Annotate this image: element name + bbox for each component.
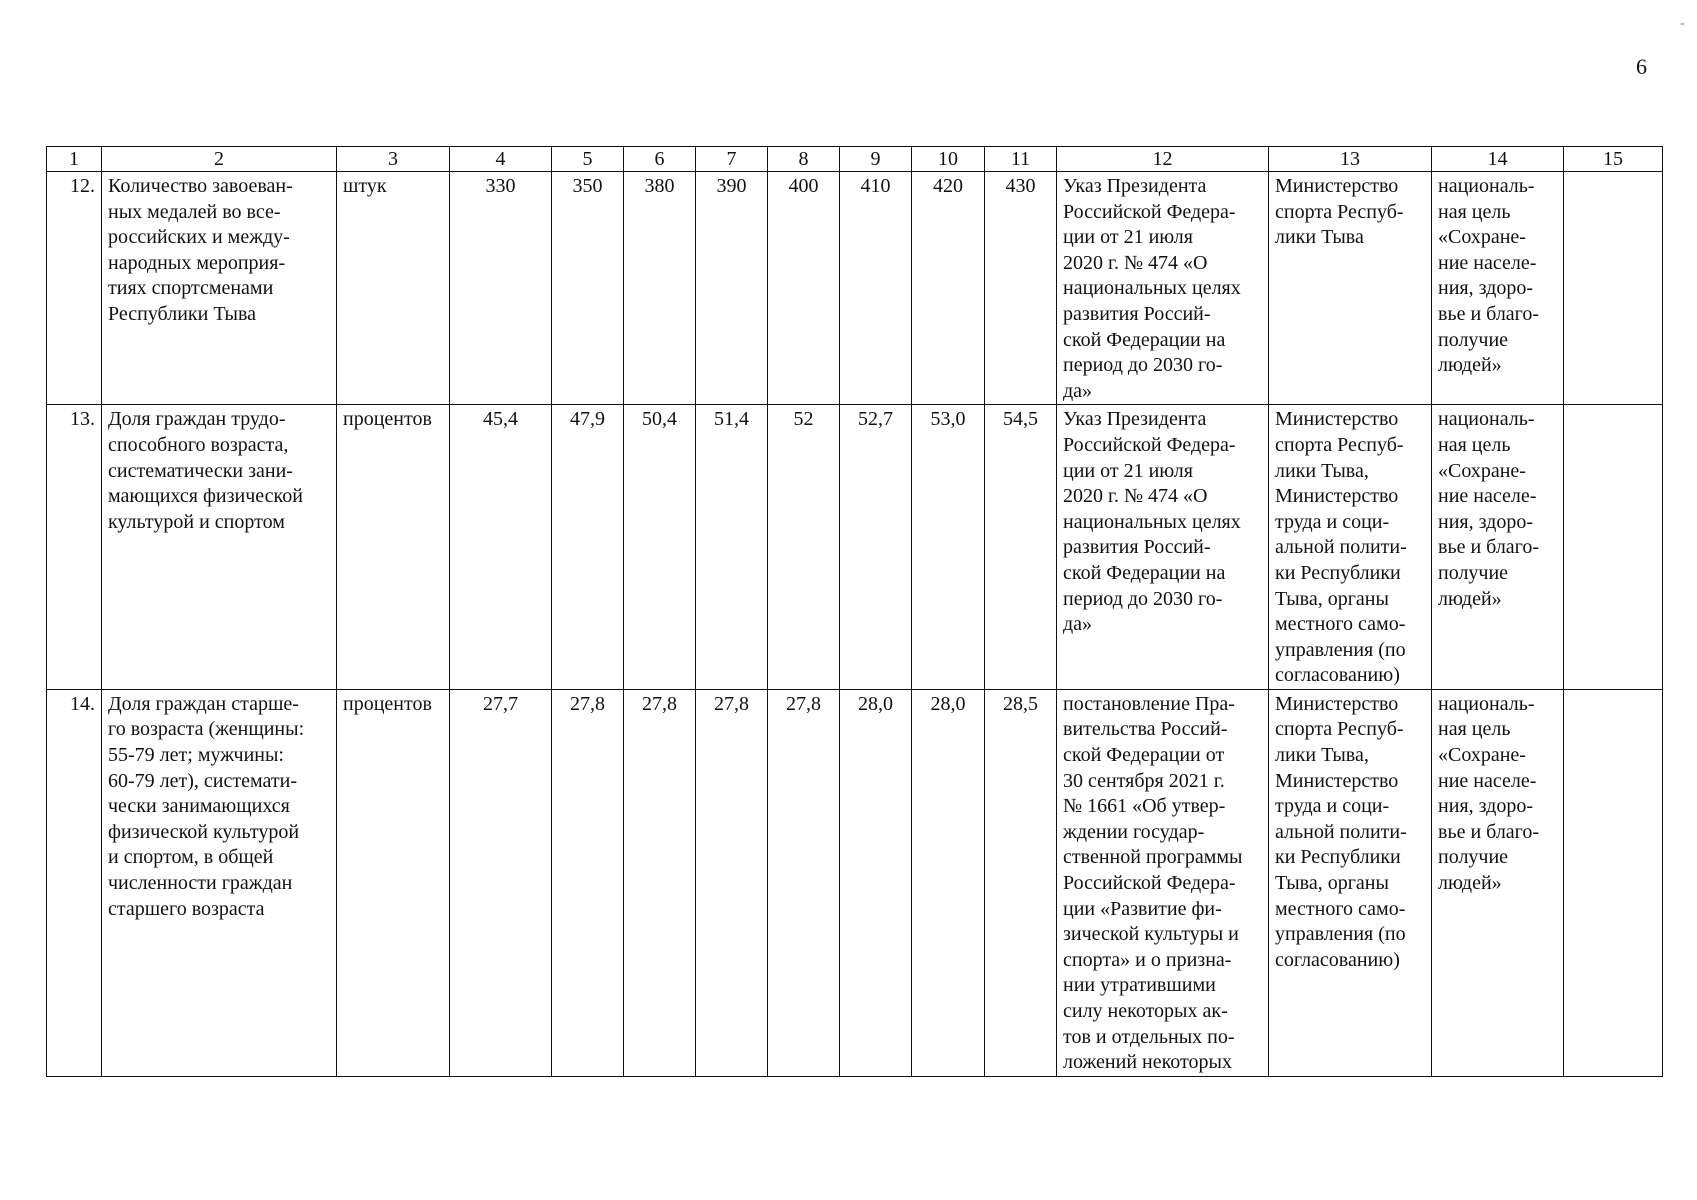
value-cell: 52,7	[840, 405, 912, 690]
indicator-name: Количество завоеван- ных медалей во все- российских и между- народных мероприя- тиях спортсменами Республики Тыва	[102, 172, 337, 405]
legal-basis-cell: Указ Президента Российской Федера- ции от 21 июля 2020 г. № 474 «О национальных целях развития Россий- ской Федерации на период до 2030 го- да»	[1057, 172, 1269, 405]
value-cell: 28,5	[985, 689, 1057, 1076]
responsible-cell: Министерство спорта Респуб- лики Тыва, Министерство труда и соци- альной полити- ки Республики Тыва, органы местного само- управления (по согласованию)	[1269, 405, 1432, 690]
header-cell: 12	[1057, 147, 1269, 172]
row-index: 12.	[47, 172, 102, 405]
header-cell: 10	[912, 147, 985, 172]
value-cell: 27,7	[450, 689, 552, 1076]
header-cell: 13	[1269, 147, 1432, 172]
header-cell: 8	[768, 147, 840, 172]
row-index: 13.	[47, 405, 102, 690]
header-cell: 11	[985, 147, 1057, 172]
value-cell: 50,4	[624, 405, 696, 690]
header-cell: 1	[47, 147, 102, 172]
unit-cell: штук	[337, 172, 450, 405]
value-cell: 27,8	[768, 689, 840, 1076]
value-cell: 350	[552, 172, 624, 405]
value-cell: 400	[768, 172, 840, 405]
value-cell: 54,5	[985, 405, 1057, 690]
table-row	[47, 689, 1663, 1076]
national-goal-cell: националь- ная цель «Сохране- ние населе- ния, здоро- вье и благо- получие людей»	[1432, 172, 1564, 405]
header-cell: 9	[840, 147, 912, 172]
indicator-name: Доля граждан старше- го возраста (женщины: 55-79 лет; мужчины: 60-79 лет), системати- чески занимающихся физической культурой и спортом, в общей численности граждан старшего возраста	[102, 689, 337, 1076]
header-cell: 15	[1564, 147, 1663, 172]
value-cell: 430	[985, 172, 1057, 405]
header-row	[47, 147, 1663, 172]
legal-basis-cell: постановление Пра- вительства Россий- ской Федерации от 30 сентября 2021 г. № 1661 «Об утвер- ждении государ- ственной программы Российской Федера- ции «Развитие фи- зической культуры и спорта» и о призна- нии утратившими силу некоторых ак- тов и отдельных по- ложений некоторых	[1057, 689, 1269, 1076]
header-cell: 3	[337, 147, 450, 172]
row-index: 14.	[47, 689, 102, 1076]
value-cell: 51,4	[696, 405, 768, 690]
header-cell: 14	[1432, 147, 1564, 172]
page-number: 6	[1636, 54, 1647, 79]
header-cell: 4	[450, 147, 552, 172]
value-cell: 380	[624, 172, 696, 405]
table-row	[47, 172, 1663, 405]
national-goal-cell: националь- ная цель «Сохране- ние населе- ния, здоро- вье и благо- получие людей»	[1432, 689, 1564, 1076]
national-goal-cell: националь- ная цель «Сохране- ние населе- ния, здоро- вье и благо- получие людей»	[1432, 405, 1564, 690]
value-cell: 330	[450, 172, 552, 405]
responsible-cell: Министерство спорта Респуб- лики Тыва	[1269, 172, 1432, 405]
indicator-name: Доля граждан трудо- способного возраста, систематически зани- мающихся физической культурой и спортом	[102, 405, 337, 690]
header-cell: 2	[102, 147, 337, 172]
indicators-table	[46, 146, 1663, 1077]
value-cell: 52	[768, 405, 840, 690]
value-cell: 28,0	[840, 689, 912, 1076]
unit-cell: процентов	[337, 689, 450, 1076]
table-row	[47, 405, 1663, 690]
scan-corner-mark: -	[1680, 16, 1685, 31]
value-cell: 27,8	[696, 689, 768, 1076]
column-15-cell	[1564, 405, 1663, 690]
column-15-cell	[1564, 172, 1663, 405]
unit-cell: процентов	[337, 405, 450, 690]
value-cell: 410	[840, 172, 912, 405]
value-cell: 390	[696, 172, 768, 405]
header-cell: 6	[624, 147, 696, 172]
header-cell: 5	[552, 147, 624, 172]
value-cell: 45,4	[450, 405, 552, 690]
column-15-cell	[1564, 689, 1663, 1076]
value-cell: 53,0	[912, 405, 985, 690]
header-cell: 7	[696, 147, 768, 172]
value-cell: 28,0	[912, 689, 985, 1076]
value-cell: 27,8	[624, 689, 696, 1076]
value-cell: 420	[912, 172, 985, 405]
responsible-cell: Министерство спорта Респуб- лики Тыва, Министерство труда и соци- альной полити- ки Республики Тыва, органы местного само- управления (по согласованию)	[1269, 689, 1432, 1076]
value-cell: 27,8	[552, 689, 624, 1076]
legal-basis-cell: Указ Президента Российской Федера- ции от 21 июля 2020 г. № 474 «О национальных целях развития Россий- ской Федерации на период до 2030 го- да»	[1057, 405, 1269, 690]
value-cell: 47,9	[552, 405, 624, 690]
